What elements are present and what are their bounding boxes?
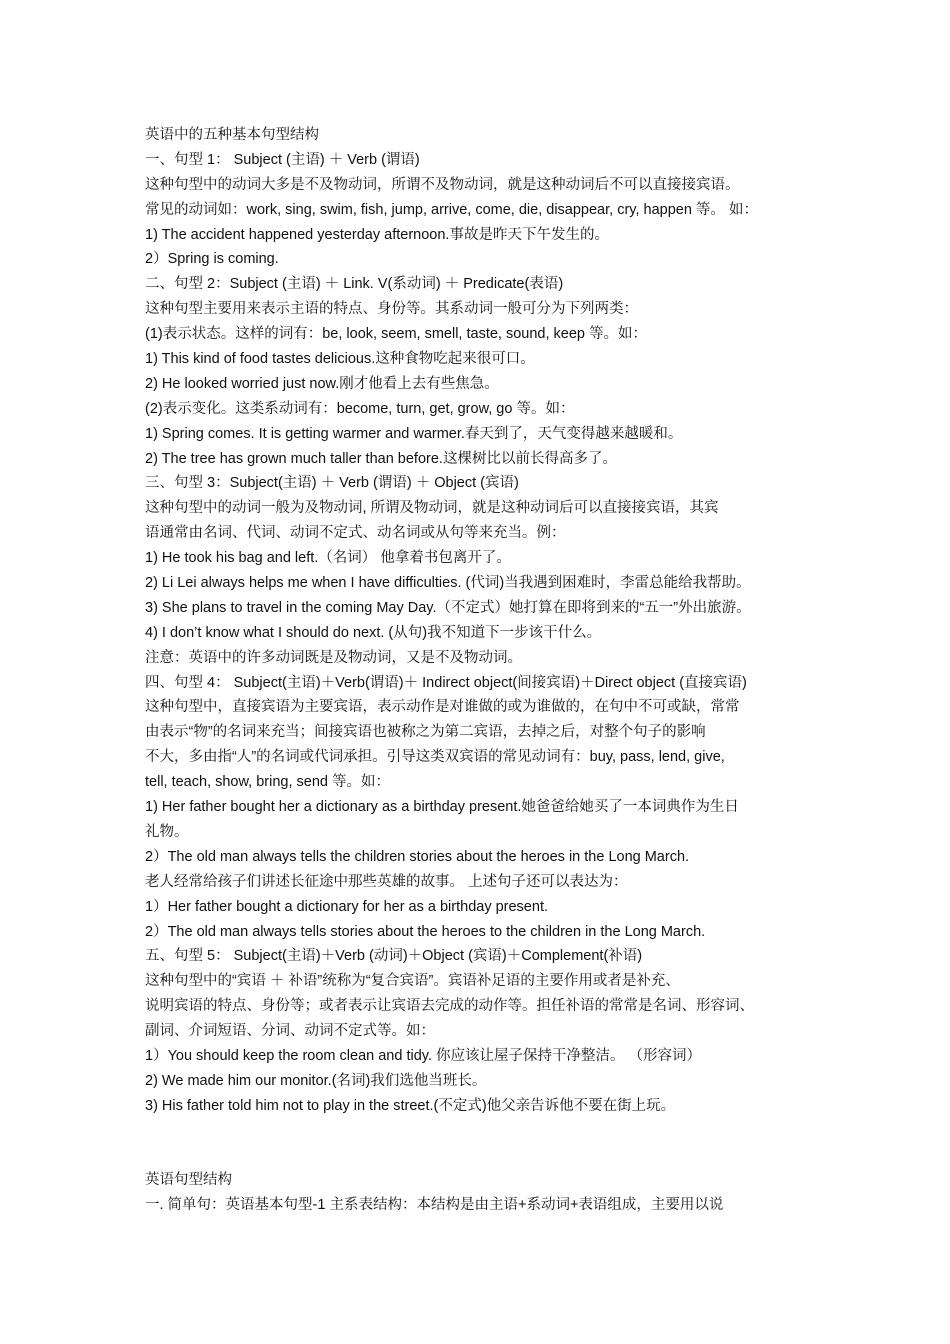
text-line: 2) The tree has grown much taller than before.这棵树比以前长得高多了。 [145, 450, 617, 467]
text-line: 这种句型中，直接宾语为主要宾语，表示动作是对谁做的或为谁做的，在句中不可或缺，常常 [145, 699, 740, 716]
text-line: 不大，多由指“人”的名词或代词承担。引导这类双宾语的常见动词有：buy, pass, lend, give, [145, 749, 725, 766]
text-line: 1) Spring comes. It is getting warmer and warmer.春天到了，天气变得越来越暖和。 [145, 425, 683, 442]
text-line: 1) He took his bag and left.（名词） 他拿着书包离开了。 [145, 550, 511, 567]
text-line: 老人经常给孩子们讲述长征途中那些英雄的故事。 上述句子还可以表达为： [145, 873, 628, 890]
text-line: 由表示“物”的名词来充当；间接宾语也被称之为第二宾语，去掉之后，对整个句子的影响 [145, 724, 706, 741]
text-line: 2）The old man always tells stories about the heroes to the children in the Long March. [145, 923, 706, 940]
text-line: 语通常由名词、代词、动词不定式、动名词或从句等来充当。例： [145, 525, 566, 542]
document-body [145, 123, 825, 1218]
text-line: 说明宾语的特点、身份等；或者表示让宾语去完成的动作等。担任补语的常常是名词、形容词、 [145, 998, 754, 1015]
text-line: 常见的动词如：work, sing, swim, fish, jump, arrive, come, die, disappear, cry, happen 等。 如： [145, 201, 758, 218]
section-title: 英语句型结构 [145, 1172, 232, 1189]
text-line: 注意：英语中的许多动词既是及物动词，又是不及物动词。 [145, 649, 522, 666]
text-line: 这种句型中的“宾语 ＋ 补语”统称为“复合宾语”。宾语补足语的主要作用或者是补充、 [145, 973, 680, 990]
text-line: 2) We made him our monitor.(名词)我们选他当班长。 [145, 1072, 487, 1089]
text-line: 2）Spring is coming. [145, 251, 279, 268]
text-line: 这种句型中的动词大多是不及物动词，所谓不及物动词，就是这种动词后不可以直接接宾语。 [145, 176, 740, 193]
text-line: 4) I don’t know what I should do next. (从句)我不知道下一步该干什么。 [145, 624, 602, 641]
text-line: 副词、介词短语、分词、动词不定式等。如： [145, 1023, 435, 1040]
text-line: 一. 简单句：英语基本句型-1 主系表结构：本结构是由主语+系动词+表语组成，主要用以说 [145, 1197, 724, 1214]
text-line: 1) The accident happened yesterday afternoon.事故是昨天下午发生的。 [145, 226, 609, 243]
text-line: (2)表示变化。这类系动词有：become, turn, get, grow, go 等。如： [145, 400, 575, 417]
text-line: 二、句型 2：Subject (主语) ＋ Link. V(系动词) ＋ Predicate(表语) [145, 276, 564, 293]
text-line: 2）The old man always tells the children stories about the heroes in the Long March. [145, 848, 690, 865]
text-line: 礼物。 [145, 823, 189, 840]
text-line: 3) She plans to travel in the coming May Day.（不定式）她打算在即将到来的“五一”外出旅游。 [145, 599, 751, 616]
text-line: 四、句型 4： Subject(主语)＋Verb(谓语)＋ Indirect object(间接宾语)＋Direct object (直接宾语) [145, 674, 747, 691]
text-line: 这种句型中的动词一般为及物动词, 所谓及物动词，就是这种动词后可以直接接宾语，其宾 [145, 500, 719, 517]
text-line: 五、句型 5： Subject(主语)＋Verb (动词)＋Object (宾语)＋Complement(补语) [145, 948, 643, 965]
text-line: 一、句型 1： Subject (主语) ＋ Verb (谓语) [145, 151, 420, 168]
text-line: tell, teach, show, bring, send 等。如： [145, 774, 390, 791]
text-line: 三、句型 3：Subject(主语) ＋ Verb (谓语) ＋ Object (宾语) [145, 475, 519, 492]
document-title: 英语中的五种基本句型结构 [145, 127, 319, 143]
text-line: 1) This kind of food tastes delicious.这种食物吃起来很可口。 [145, 351, 535, 368]
text-line: 1) Her father bought her a dictionary as a birthday present.她爸爸给她买了一本词典作为生日 [145, 799, 739, 816]
text-line: 3) His father told him not to play in the street.(不定式)他父亲告诉他不要在街上玩。 [145, 1097, 676, 1114]
text-line: 2) Li Lei always helps me when I have difficulties. (代词)当我遇到困难时，李雷总能给我帮助。 [145, 575, 751, 592]
text-line: 1）Her father bought a dictionary for her as a birthday present. [145, 898, 548, 915]
section-spacer [145, 1119, 825, 1169]
text-line: 这种句型主要用来表示主语的特点、身份等。其系动词一般可分为下列两类： [145, 301, 638, 318]
text-line: 1）You should keep the room clean and tidy. 你应该让屋子保持干净整洁。 （形容词） [145, 1047, 702, 1064]
text-line: (1)表示状态。这样的词有：be, look, seem, smell, taste, sound, keep 等。如： [145, 326, 647, 343]
text-line: 2) He looked worried just now.刚才他看上去有些焦急。 [145, 375, 499, 392]
